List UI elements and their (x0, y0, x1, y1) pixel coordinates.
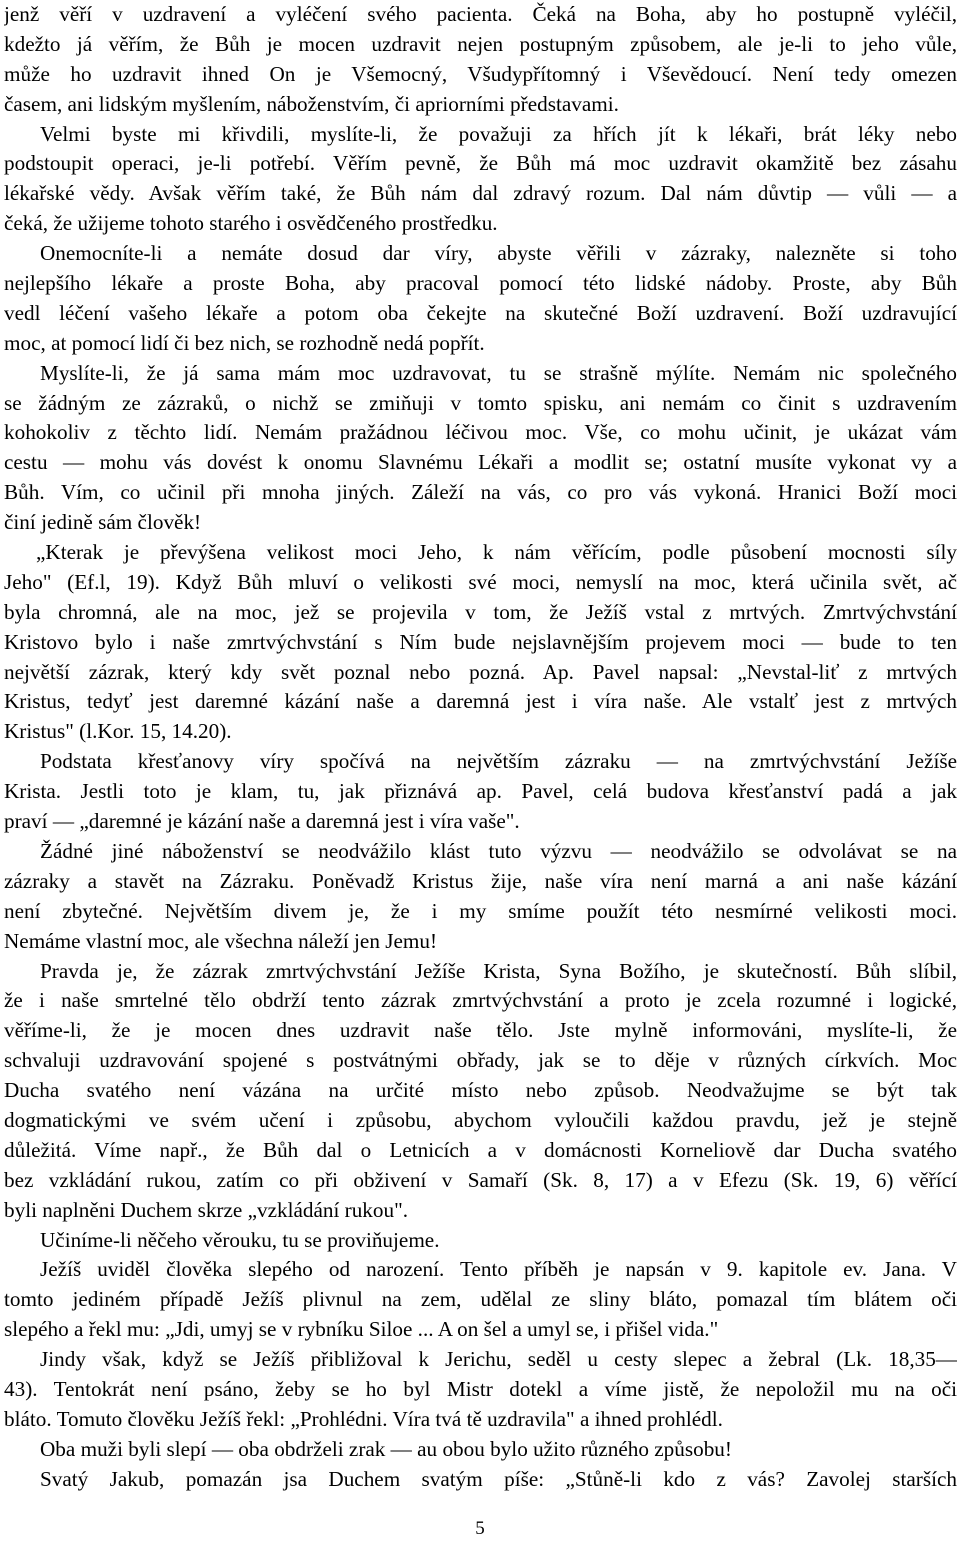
text-line: slepého a řekl mu: „Jdi, umyj se v rybníku Siloe ... A on šel a umyl se, i přišel vida." (4, 1317, 719, 1342)
text-line: Pravda je, že zázrak zmrtvýchvstání Ježíše Krista, Syna Božího, je skutečností. Bůh slíbil, (40, 958, 957, 983)
text-line: Onemocníte-li a nemáte dosud dar víry, abyste věřili v zázraky, nalezněte si toho (40, 241, 957, 266)
text-line: moc, at pomocí lidí či bez nich, se rozhodně nedá popřít. (4, 330, 485, 355)
text-line: nejlepšího lékaře a proste Boha, aby pracoval pomocí této lidské nádoby. Proste, aby Bůh (4, 271, 957, 296)
text-line: činí jedině sám člověk! (4, 510, 202, 535)
text-line: Myslíte-li, že já sama mám moc uzdravovat, tu se strašně mýlíte. Nemám nic společného (40, 360, 957, 385)
text-line: věříme-li, že je mocen dnes uzdravit naše tělo. Jste mylně informováni, myslíte-li, že (4, 1018, 957, 1043)
text-line: Kristus" (l.Kor. 15, 14.20). (4, 719, 232, 744)
text-line: zázraky a stavět na Zázraku. Poněvadž Kristus žije, naše víra není marná a ani naše kázání (4, 868, 957, 893)
text-line: Jindy však, když se Ježíš přibližoval k Jerichu, seděl u cesty slepec a žebral (Lk. 18,35— (40, 1347, 957, 1372)
text-line: schvaluji uzdravování spojené s postvátnými obřady, jak se to děje v různých církvích. Moc (4, 1048, 957, 1073)
text-line: čeká, že užijeme tohoto starého i osvědčeného prostředku. (4, 211, 498, 236)
text-line: Kristovo bylo i naše zmrtvýchvstání s Ním bude nejslavnějším projevem moci — bude to ten (4, 629, 957, 654)
text-line: byli naplněni Duchem skrze „vzkládání rukou". (4, 1197, 409, 1222)
text-line: Krista. Jestli toto je klam, tu, jak přiznává ap. Pavel, celá budova křesťanství padá a jak (4, 779, 957, 804)
text-line: Kristus, tedyť jest daremné kázání naše a daremná jest i víra naše. Ale vstalť jest z mrtvých (4, 689, 957, 714)
text-line: Nemáme vlastní moc, ale všechna náleží jen Jemu! (4, 928, 437, 953)
text-line: bez vzkládání rukou, zatím co při obživení v Samaří (Sk. 8, 17) a v Efezu (Sk. 19, 6) věřící (4, 1167, 957, 1192)
text-line: Oba muži byli slepí — oba obdrželi zrak — au obou bylo užito různého způsobu! (40, 1436, 732, 1461)
text-line: největší zázrak, který kdy svět poznal nebo pozná. Ap. Pavel napsal: „Nevstal-liť z mrtvých (4, 659, 957, 684)
page-number: 5 (475, 1518, 485, 1539)
text-line: časem, ani lidským myšlením, náboženstvím, či apriorními představami. (4, 91, 619, 116)
text-line: že i naše smrtelné tělo obdrží tento zázrak zmrtvýchvstání a proto je zcela rozumné i logické, (4, 988, 957, 1013)
text-line: kohokoliv z těchto lidí. Nemám pražádnou léčivou moc. Vše, co mohu učinit, je ukázat vám (4, 420, 957, 445)
text-line: 43). Tentokrát není psáno, žeby se ho byl Mistr dotekl a víme jistě, že nepoložil mu na oči (4, 1376, 957, 1401)
text-line: cestu — mohu vás dovést k onomu Slavnému Lékaři a modlit se; ostatní musíte vykonat vy a (4, 450, 957, 475)
body-text (4, 0, 957, 1495)
text-line: Jeho" (Ef.l, 19). Když Bůh mluví o velikosti své moci, nemyslí na moc, která učinila svět, ač (4, 569, 957, 594)
text-line: Podstata křesťanovy víry spočívá na největším zázraku — na zmrtvýchvstání Ježíše (40, 749, 957, 774)
text-line: jenž věří v uzdravení a vyléčení svého pacienta. Čeká na Boha, aby ho postupně vyléčil, (4, 2, 957, 26)
text-line: byla chromná, ale na moc, jež se projevila v tom, že Ježíš vstal z mrtvých. Zmrtvýchvstání (4, 599, 957, 624)
text-line: bláto. Tomuto člověku Ježíš řekl: „Prohlédni. Víra tvá tě uzdravila" a ihned prohlédl. (4, 1406, 723, 1431)
text-line: Ježíš uviděl člověka slepého od narození. Tento příběh je napsán v 9. kapitole ev. Jana. V (40, 1257, 957, 1282)
text-line: dogmatickými ve svém učení i způsobu, abychom vyloučili každou pravdu, jež je stejně (4, 1107, 957, 1132)
text-line: lékařské vědy. Avšak věřím také, že Bůh nám dal zdravý rozum. Dal nám důvtip — vůli — a (4, 181, 957, 206)
text-line: vedl léčení vašeho lékaře a potom oba čekejte na skutečné Boží uzdravení. Boží uzdravující (4, 300, 957, 325)
text-line: praví — „daremné je kázání naše a daremná jest i víra vaše". (4, 809, 520, 834)
text-line: se žádným ze zázraků, o nichž se zmiňuji v tomto spisku, ani nemám co činit s uzdravením (4, 390, 957, 415)
text-line: Svatý Jakub, pomazán jsa Duchem svatým píše: „Stůně-li kdo z vás? Zavolej starších (40, 1466, 957, 1491)
text-line: podstoupit operaci, je-li potřebí. Věřím pevně, že Bůh má moc uzdravit okamžitě bez zásahu (4, 151, 957, 176)
text-line: Bůh. Vím, co učinil při mnoha jiných. Záleží na vás, co pro vás vykoná. Hranici Boží moci (4, 480, 957, 505)
text-line: tomto jediném případě Ježíš plivnul na zem, udělal ze sliny bláto, pomazal tím blátem oči (4, 1287, 957, 1312)
text-line: Učiníme-li něčeho věrouku, tu se proviňujeme. (40, 1227, 440, 1252)
text-line: důležitá. Víme např., že Bůh dal o Letnicích a v domácnosti Korneliově dar Ducha svatého (4, 1137, 957, 1162)
text-line: může ho uzdravit ihned On je Všemocný, Všudypřítomný i Vševědoucí. Není tedy omezen (4, 61, 957, 86)
text-line: Žádné jiné náboženství se neodvážilo klást tuto výzvu — neodvážilo se odvolávat se na (40, 838, 957, 863)
text-line: „Kterak je převýšena velikost moci Jeho, k nám věřícím, podle působení mocnosti síly (36, 540, 957, 565)
text-line: Ducha svatého není vázána na určité místo nebo způsob. Neodvažujme se být tak (4, 1078, 957, 1103)
text-line: kdežto já věřím, že Bůh je mocen uzdravit nejen postupným způsobem, ale je-li to jeho vůle, (4, 31, 957, 56)
text-line: Velmi byste mi křivdili, myslíte-li, že považuji za hřích jít k lékaři, brát léky nebo (40, 121, 957, 146)
text-line: není zbytečné. Největším divem je, že i my smíme použít této nesmírné velikosti moci. (4, 898, 957, 923)
